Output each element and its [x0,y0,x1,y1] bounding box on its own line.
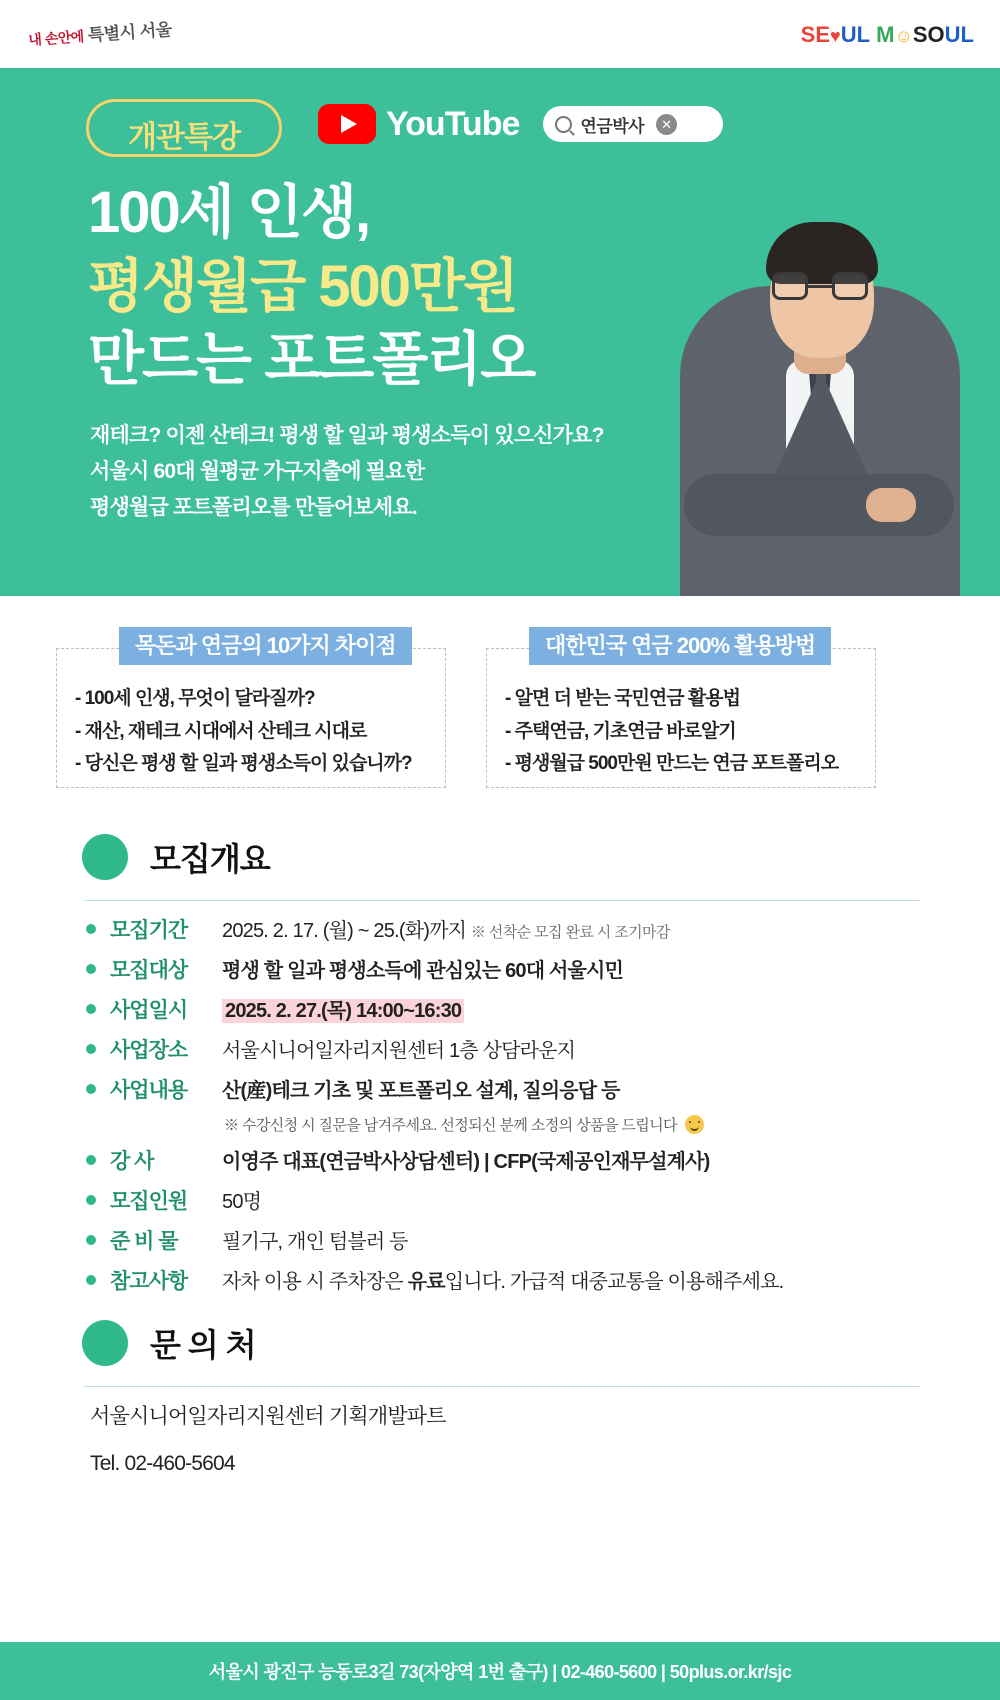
topic-box-1-title: 목돈과 연금의 10가지 차이점 [119,627,412,665]
search-icon [555,116,572,133]
info-value: 이영주 대표(연금박사상담센터) | CFP(국제공인재무설계사) [222,1151,710,1173]
list-item: - 당신은 평생 할 일과 평생소득이 있습니까? [75,753,412,775]
info-row-supplies [86,1225,936,1259]
seoul-my-soul-logo: SE♥UL M☺SOUL [800,22,974,47]
row-bullet-icon [86,1084,96,1094]
topic-box-2-title: 대한민국 연금 200% 활용방법 [529,627,831,665]
info-value [222,914,670,943]
footer-text: 서울시 광진구 능동로3길 73(자양역 1번 출구) | 02-460-5600 | 50plus.or.kr/sjc [208,1662,792,1682]
speaker-glasses-left [772,272,808,300]
special-lecture-badge [86,99,282,157]
info-label: 참고사항 [110,1270,188,1293]
contact-details [90,1400,446,1498]
search-query-text: 연금박사 [580,116,645,136]
hero-banner [0,68,1000,596]
application-note-text: ※ 수강신청 시 질문을 남겨주세요. 선정되신 분께 소정의 상품을 드립니다 [224,1117,677,1134]
notice-text-emph: 유료 [407,1271,445,1293]
list-item: - 100세 인생, 무엇이 달라질까? [75,688,315,709]
info-value: 서울시니어일자리지원센터 1층 상담라운지 [222,1040,576,1062]
info-value: 필기구, 개인 텀블러 등 [222,1231,408,1253]
list-item: - 재산, 재테크 시대에서 산테크 시대로 [75,720,367,742]
contact-section-header [82,1320,256,1366]
row-bullet-icon [86,924,96,934]
info-row-notice [86,1265,936,1299]
speaker-glasses-right [832,272,868,300]
close-icon[interactable]: ✕ [656,114,677,135]
headline-line-1: 100세 인생, [88,180,370,245]
topic-box-2-list [505,683,865,781]
subcopy-line-2: 서울시 60대 월평균 가구지출에 필요한 [90,460,425,484]
contact-section-title: 문 의 처 [150,1327,256,1363]
recruit-section-title: 모집개요 [150,841,270,877]
info-row-place [86,1034,936,1068]
footer-bar [0,1642,1000,1700]
list-item: - 평생월급 500만원 만드는 연금 포트폴리오 [505,753,839,775]
info-value: 평생 할 일과 평생소득에 관심있는 60대 서울시민 [222,960,624,982]
row-bullet-icon [86,1195,96,1205]
recruit-section-header [82,834,270,880]
row-bullet-icon [86,1044,96,1054]
speaker-glasses-bridge [808,285,832,288]
info-value: 50명 [222,1191,262,1213]
hero-subcopy [90,418,690,526]
contact-org: 서울시니어일자리지원센터 기획개발파트 [90,1405,446,1428]
notice-text-pre: 자차 이용 시 주차장은 [222,1271,408,1293]
notice-text-post: 입니다. 가급적 대중교통을 이용해주세요. [444,1271,784,1293]
top-bar [0,0,1000,68]
info-label: 모집대상 [110,959,188,982]
info-row-target [86,954,936,988]
info-label: 사업일시 [110,999,188,1022]
hero-headline [88,176,708,397]
info-label: 준 비 물 [110,1230,178,1253]
info-row-period [86,914,936,948]
info-value [222,1265,783,1294]
info-value: 산(産)테크 기초 및 포트폴리오 설계, 질의응답 등 [222,1080,620,1102]
info-value-highlight: 2025. 2. 27.(목) 14:00~16:30 [222,999,464,1023]
info-value-note: ※ 선착순 모집 완료 시 조기마감 [470,924,670,941]
info-label: 모집기간 [110,919,188,942]
topic-boxes [0,596,1000,826]
headline-line-2: 평생월급 500만원 [88,253,518,319]
speaker-hand [866,488,916,522]
topic-box-1-list [75,683,435,781]
recruit-info-rows [86,914,936,1305]
application-note [224,1114,936,1135]
row-bullet-icon [86,1235,96,1245]
special-lecture-badge-label: 개관특강 [128,121,240,154]
info-row-capacity [86,1185,936,1219]
info-label: 모집인원 [110,1190,188,1213]
info-row-content [86,1074,936,1108]
seoul-city-logo-left [27,15,172,50]
recruit-section-divider [84,900,920,901]
list-item: - 알면 더 받는 국민연금 활용법 [505,688,740,709]
subcopy-line-1: 재테크? 이젠 산테크! 평생 할 일과 평생소득이 있으신가요? [90,424,604,447]
topic-box-1 [56,633,446,788]
smiley-icon [685,1115,704,1134]
info-row-lecturer [86,1145,936,1179]
section-bullet-icon [82,1320,128,1366]
row-bullet-icon [86,1275,96,1285]
seoul-logo-left-prefix: 내 손안에 [27,28,85,48]
speaker-photo [670,136,970,596]
subcopy-line-3: 평생월급 포트폴리오를 만들어보세요. [90,496,417,520]
info-value [222,994,464,1023]
info-label: 사업내용 [110,1079,188,1102]
youtube-block [318,104,723,144]
headline-line-3: 만드는 포트폴리오 [88,327,535,393]
contact-tel: Tel. 02-460-5604 [90,1452,235,1475]
info-row-datetime [86,994,936,1028]
section-bullet-icon [82,834,128,880]
info-value-text: 2025. 2. 17. (월) ~ 25.(화)까지 [222,920,467,942]
info-label: 사업장소 [110,1039,188,1062]
contact-section-divider [84,1386,920,1387]
row-bullet-icon [86,1155,96,1165]
row-bullet-icon [86,1004,96,1014]
row-bullet-icon [86,964,96,974]
youtube-icon [318,104,376,144]
info-label: 강 사 [110,1150,154,1173]
list-item: - 주택연금, 기초연금 바로알기 [505,720,736,742]
seoul-logo-left-text: 특별시 서울 [87,20,173,45]
youtube-label: YouTube [386,104,520,143]
topic-box-2 [486,633,876,788]
